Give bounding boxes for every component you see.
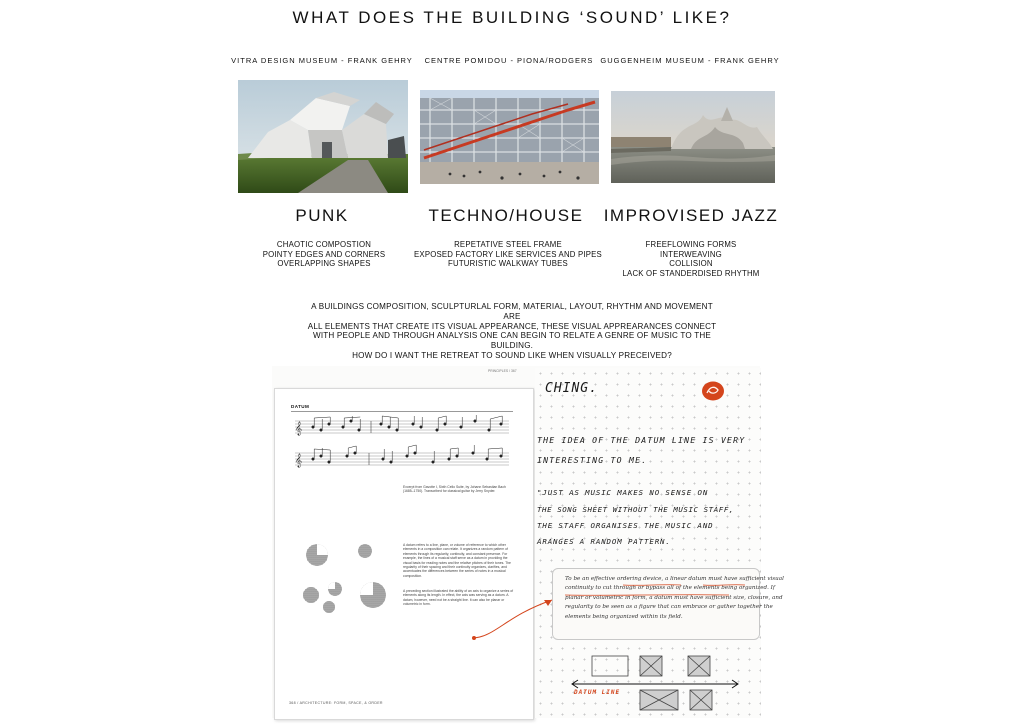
traits-techno-house — [405, 240, 611, 269]
pompidou-centre-photo — [420, 90, 599, 184]
red-scribble-icon — [700, 380, 726, 402]
trait-item: INTERWEAVING — [660, 249, 722, 259]
facing-page-header: PRINCIPLES / 367 — [488, 369, 517, 373]
note-line: INTERESTING TO ME. — [537, 455, 648, 465]
building-name-guggenheim: GUGGENHEIM MUSEUM - FRANK GEHRY — [600, 56, 780, 65]
trait-item: REPETATIVE STEEL FRAME — [454, 240, 562, 249]
quote-line: regularity to be seen as a figure that can embrace or gather together the — [565, 604, 773, 611]
quote-line: To be an effective ordering device, a linear datum must have sufficient visual — [565, 576, 784, 582]
note-line: THE SONG SHEET WITHOUT THE MUSIC STAFF, — [537, 505, 734, 514]
notes-heading: CHING. — [545, 381, 598, 396]
traits-punk — [224, 240, 424, 269]
svg-text:𝄞: 𝄞 — [295, 421, 303, 435]
trait-item: FREEFLOWING FORMS — [645, 240, 737, 249]
building-name-vitra: VITRA DESIGN MUSEUM - FRANK GEHRY — [231, 56, 413, 65]
trait-item: COLLISION — [669, 259, 713, 269]
vitra-museum-photo — [238, 80, 408, 193]
genre-punk: PUNK — [295, 206, 349, 225]
guggenheim-museum-photo — [611, 91, 775, 183]
traits-improvised-jazz — [591, 240, 791, 278]
connector-arrow-icon — [466, 596, 558, 644]
page-title: WHAT DOES THE BUILDING ‘SOUND’ LIKE? — [292, 8, 732, 27]
section-rule — [291, 411, 513, 412]
body-text-2: A preceding section illustrated the ability of an axis to organize a series of elements along its length. In effect, the axis was serving as a datum. A datum, however, need not be a straight line. It can also be planar or volumetric in form. — [403, 589, 514, 607]
quote-line: elements being organized within its field. — [565, 613, 683, 620]
svg-text:𝄞: 𝄞 — [295, 453, 303, 467]
paragraph-line: WITH PEOPLE AND THROUGH ANALYSIS ONE CAN BEGIN TO RELATE A GENRE OF MUSIC TO THE — [313, 331, 711, 341]
paragraph-line: HOW DO I WANT THE RETREAT TO SOUND LIKE WHEN VISUALLY PRECEIVED? — [352, 350, 672, 360]
trait-item: FUTURISTIC WALKWAY TUBES — [448, 259, 568, 269]
note-line: "JUST AS MUSIC MAKES NO SENSE ON — [537, 488, 709, 497]
genre-improvised-jazz: IMPROVISED JAZZ — [603, 206, 779, 225]
trait-item: POINTY EDGES AND CORNERS — [262, 249, 386, 259]
note-line: ARANGES A RANDOM PATTERN. — [537, 537, 671, 546]
datum-line-sketch — [570, 650, 750, 716]
building-name-pompidou: CENTRE POMIDOU - PIONA/RODGERS — [424, 56, 594, 65]
trait-item: EXPOSED FACTORY LIKE SERVICES AND PIPES — [414, 249, 602, 259]
note-line: THE STAFF ORGANISES THE MUSIC AND — [537, 521, 714, 530]
section-heading: DATUM — [291, 404, 310, 409]
pasted-quote-card — [552, 568, 784, 640]
description-paragraph — [305, 302, 719, 361]
paragraph-line: BUILDING. — [490, 341, 534, 351]
datum-circles-diagram — [297, 539, 393, 619]
paragraph-line: ALL ELEMENTS THAT CREATE ITS VISUAL APPEARANCE, THESE VISUAL APPREARANCES CONNECT — [307, 321, 717, 331]
datum-line-label: DATUM LINE — [574, 689, 621, 696]
quote-underlines — [553, 569, 784, 639]
music-staff-illustration — [291, 415, 513, 479]
book-page-datum — [274, 388, 534, 720]
trait-item: CHAOTIC COMPOSTION — [276, 240, 372, 249]
trait-item: OVERLAPPING SHAPES — [277, 259, 371, 269]
music-caption: Excerpt from Gavotte I, Sixth Cello Suite, by Johann Sebastian Bach (1685–1750). Transcribed for classical guitar by Jerry Snyder. — [403, 485, 506, 494]
note-line: THE IDEA OF THE DATUM LINE IS VERY — [537, 435, 746, 445]
page-footer: 368 / ARCHITECTURE: FORM, SPACE, & ORDER — [289, 701, 383, 705]
quote-line: planar or volumetric in form, a datum must have sufficient size, closure, and — [565, 594, 783, 601]
genre-techno-house: TECHNO/HOUSE — [428, 206, 584, 225]
paragraph-line: A BUILDINGS COMPOSITION, SCULPTURLAL FORM, MATERIAL, LAYOUT, RHYTHM AND MOVEMENT ARE — [311, 302, 713, 321]
trait-item: LACK OF STANDERDISED RHYTHM — [622, 268, 760, 278]
body-text-1: A datum refers to a line, plane, or volume of reference to which other elements in a composition can relate. It organizes a random pattern of elements through its regularity, continuity, and constant presence. For example, the lines of a musical staff serve as a datum in providing the visual basis for reading notes and the relative pitches of their tones. The regularity of their spacing and their continuity organizes, clarifies, and accentuates the differences between the series of notes in a musical composition. — [403, 543, 511, 578]
quote-line: continuity to cut through or bypass all of the elements being organized. If — [565, 585, 775, 592]
